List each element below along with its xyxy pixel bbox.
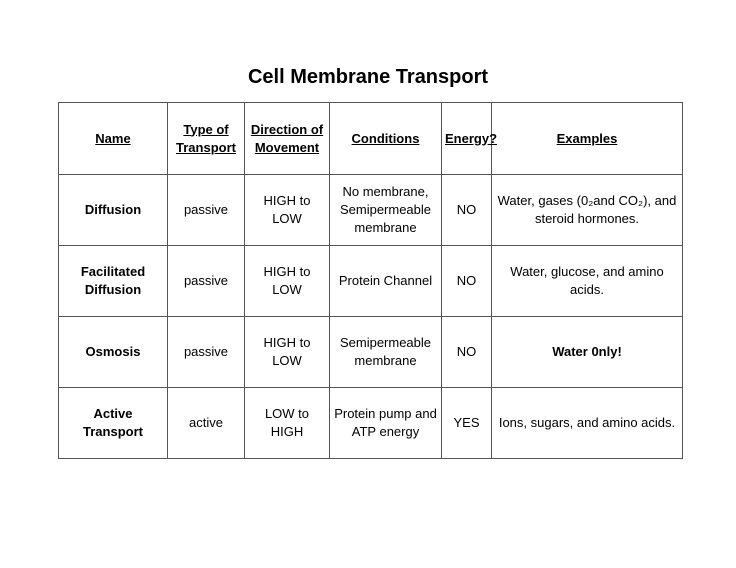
row-examples-cell: Ions, sugars, and amino acids. [492,388,683,459]
row-type-cell: passive [168,175,245,246]
table-row [59,246,683,317]
header-examples: Examples [492,103,683,175]
row-energy-cell: NO [442,175,492,246]
row-conditions-cell: Protein Channel [330,246,442,317]
row-direction-cell: HIGH to LOW [245,246,330,317]
header-conditions: Conditions [330,103,442,175]
table-header-row [59,103,683,175]
table-row [59,175,683,246]
row-energy-cell: NO [442,246,492,317]
row-direction-cell: LOW to HIGH [245,388,330,459]
row-examples-cell: Water, gases (0₂and CO₂), and steroid hormones. [492,175,683,246]
row-conditions-cell: Protein pump and ATP energy [330,388,442,459]
row-name-cell: Active Transport [59,388,168,459]
row-energy-cell: YES [442,388,492,459]
row-conditions-cell: No membrane, Semipermeable membrane [330,175,442,246]
row-direction-cell: HIGH to LOW [245,175,330,246]
transport-table [58,102,683,459]
row-energy-cell: NO [442,317,492,388]
table-row [59,388,683,459]
row-examples-cell: Water, glucose, and amino acids. [492,246,683,317]
header-type: Type of Transport [168,103,245,175]
row-conditions-cell: Semipermeable membrane [330,317,442,388]
table-row [59,317,683,388]
header-direction: Direction of Movement [245,103,330,175]
document-title: Cell Membrane Transport [247,66,489,88]
row-type-cell: passive [168,317,245,388]
row-name-cell: Diffusion [59,175,168,246]
row-type-cell: active [168,388,245,459]
header-name: Name [59,103,168,175]
row-direction-cell: HIGH to LOW [245,317,330,388]
row-examples-cell: Water 0nly! [492,317,683,388]
row-name-cell: Facilitated Diffusion [59,246,168,317]
row-name-cell: Osmosis [59,317,168,388]
header-energy: Energy? [442,103,492,175]
row-type-cell: passive [168,246,245,317]
